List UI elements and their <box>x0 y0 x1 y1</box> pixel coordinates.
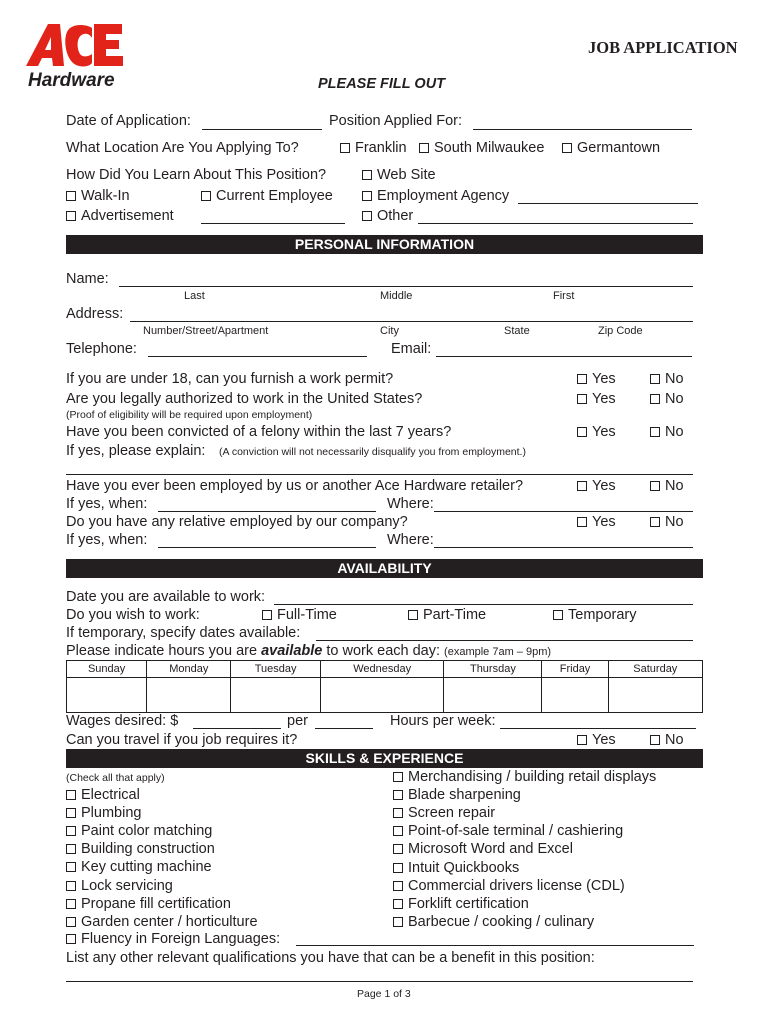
skill-label: Screen repair <box>408 805 496 822</box>
hours-sunday[interactable] <box>67 678 147 713</box>
authorized-no[interactable]: No <box>650 391 684 407</box>
learn-current-employee[interactable]: Current Employee <box>201 188 333 204</box>
skill-label: Electrical <box>81 787 140 803</box>
q-authorized: Are you legally authorized to work in the United States? <box>66 391 423 407</box>
skill-label: Blade sharpening <box>408 787 521 804</box>
checkbox[interactable] <box>650 481 660 491</box>
checkbox[interactable] <box>362 170 372 180</box>
relative-when-label: If yes, when: <box>66 532 148 548</box>
date-application-label: Date of Application: <box>66 113 191 129</box>
checkbox[interactable] <box>66 790 76 800</box>
skill-item[interactable] <box>393 841 573 857</box>
hours-saturday[interactable] <box>608 678 702 713</box>
skill-item[interactable] <box>393 823 623 839</box>
day-sunday: Sunday <box>67 661 147 678</box>
checkbox[interactable] <box>577 427 587 437</box>
q-felony: Have you been convicted of a felony within the last 7 years? <box>66 424 452 440</box>
telephone-label: Telephone: <box>66 341 137 357</box>
skill-label: Propane fill certification <box>81 895 231 912</box>
checkbox[interactable] <box>66 917 76 927</box>
location-south-milwaukee[interactable]: South Milwaukee <box>419 140 544 156</box>
skill-label: Forklift certification <box>408 895 529 912</box>
checkbox[interactable] <box>66 862 76 872</box>
address-field[interactable] <box>130 321 693 322</box>
checkbox[interactable] <box>393 772 403 782</box>
relative-when-field[interactable] <box>158 547 376 548</box>
qualifications-label: List any other relevant qualifications you have that can be a benefit in this position: <box>66 950 595 966</box>
wish-part-time[interactable]: Part-Time <box>408 607 486 623</box>
day-tuesday: Tuesday <box>231 661 321 678</box>
fluency-field[interactable] <box>296 945 694 946</box>
skill-label: Lock servicing <box>81 877 173 894</box>
skill-item[interactable] <box>393 769 656 785</box>
day-friday: Friday <box>542 661 608 678</box>
relative-no[interactable]: No <box>650 514 684 530</box>
available-date-label: Date you are available to work: <box>66 589 266 605</box>
address-state-label: State <box>504 325 530 337</box>
skill-item[interactable] <box>66 878 173 894</box>
skill-item[interactable] <box>393 878 625 894</box>
learn-walk-in[interactable]: Walk-In <box>66 188 130 204</box>
skill-item[interactable] <box>66 841 215 857</box>
skill-label: Microsoft Word and Excel <box>408 841 573 858</box>
learn-employment-agency[interactable]: Employment Agency <box>362 188 509 204</box>
felony-no[interactable]: No <box>650 424 684 440</box>
location-label: What Location Are You Applying To? <box>66 140 299 156</box>
wish-temporary[interactable]: Temporary <box>553 607 637 623</box>
skill-label: Intuit Quickbooks <box>408 859 520 876</box>
checkbox[interactable] <box>201 191 211 201</box>
hours-week-field[interactable] <box>500 728 696 729</box>
travel-label: Can you travel if you job requires it? <box>66 732 298 748</box>
proof-note: (Proof of eligibility will be required upon employment) <box>66 409 313 421</box>
wish-full-time[interactable]: Full-Time <box>262 607 337 623</box>
skill-label: Garden center / horticulture <box>81 913 258 930</box>
hours-week-label: Hours per week: <box>390 713 496 729</box>
skill-item[interactable] <box>393 896 529 912</box>
hours-table <box>66 660 703 713</box>
skill-label: Barbecue / cooking / culinary <box>408 913 595 930</box>
employed-no[interactable]: No <box>650 478 684 494</box>
hours-thursday[interactable] <box>444 678 542 713</box>
temp-dates-field[interactable] <box>316 640 693 641</box>
checkbox[interactable] <box>393 899 403 909</box>
qualifications-field[interactable] <box>66 981 693 982</box>
skill-item[interactable] <box>66 859 212 875</box>
employed-where-field[interactable] <box>434 511 693 512</box>
employed-when-label: If yes, when: <box>66 496 148 512</box>
skill-label: Building construction <box>81 841 215 858</box>
skill-item[interactable] <box>393 787 521 803</box>
checkbox[interactable] <box>66 211 76 221</box>
svg-text:Hardware: Hardware <box>28 70 115 90</box>
checkbox[interactable] <box>577 735 587 745</box>
skill-label: Merchandising / building retail displays <box>408 769 657 785</box>
available-date-field[interactable] <box>274 604 693 605</box>
checkbox[interactable] <box>650 374 660 384</box>
checkbox[interactable] <box>393 863 403 873</box>
felony-yes[interactable]: Yes <box>577 424 616 440</box>
hours-tuesday[interactable] <box>231 678 321 713</box>
day-thursday: Thursday <box>444 661 542 678</box>
checkbox[interactable] <box>262 610 272 620</box>
checkbox[interactable] <box>553 610 563 620</box>
explain-note: (A conviction will not necessarily disqualify you from employment.) <box>219 446 526 458</box>
checkbox[interactable] <box>66 808 76 818</box>
address-zip-label: Zip Code <box>598 325 643 337</box>
skill-label: Commercial drivers license (CDL) <box>408 877 625 894</box>
skill-item[interactable] <box>66 896 231 912</box>
per-field[interactable] <box>315 728 373 729</box>
checkbox[interactable] <box>577 481 587 491</box>
checkbox[interactable] <box>408 610 418 620</box>
telephone-field[interactable] <box>148 356 367 357</box>
day-wednesday: Wednesday <box>320 661 443 678</box>
position-field[interactable] <box>473 129 692 130</box>
q-work-permit: If you are under 18, can you furnish a work permit? <box>66 371 394 387</box>
address-city-label: City <box>380 325 399 337</box>
checkbox[interactable] <box>650 735 660 745</box>
skill-item[interactable] <box>393 805 495 821</box>
checkbox[interactable] <box>66 881 76 891</box>
skill-label: Point-of-sale terminal / cashiering <box>408 823 624 840</box>
email-label: Email: <box>391 341 432 357</box>
authorized-yes[interactable]: Yes <box>577 391 616 407</box>
learn-advertisement[interactable]: Advertisement <box>66 208 174 224</box>
location-franklin[interactable]: Franklin <box>340 140 407 156</box>
travel-no[interactable]: No <box>650 732 684 748</box>
checkbox[interactable] <box>393 826 403 836</box>
q-relative: Do you have any relative employed by our company? <box>66 514 408 530</box>
checkbox[interactable] <box>393 808 403 818</box>
per-label: per <box>287 713 308 729</box>
section-availability: AVAILABILITY <box>66 559 703 578</box>
advertisement-field[interactable] <box>201 223 345 224</box>
form-title: JOB APPLICATION <box>588 38 738 57</box>
employed-where-label: Where: <box>387 496 434 512</box>
checkbox[interactable] <box>340 143 350 153</box>
name-middle-label: Middle <box>380 290 413 302</box>
skill-label: Paint color matching <box>81 823 213 840</box>
day-monday: Monday <box>147 661 231 678</box>
name-field[interactable] <box>119 286 693 287</box>
skill-label: Plumbing <box>81 805 142 822</box>
email-field[interactable] <box>436 356 692 357</box>
skill-item[interactable] <box>66 914 258 930</box>
checkbox[interactable] <box>393 917 403 927</box>
agency-field[interactable] <box>518 203 698 204</box>
wish-label: Do you wish to work: <box>66 607 200 623</box>
section-skills: SKILLS & EXPERIENCE <box>66 749 703 768</box>
relative-where-label: Where: <box>387 532 434 548</box>
hours-monday[interactable] <box>147 678 231 713</box>
hours-instruction: Please indicate hours you are available to work each day: (example 7am – 9pm) <box>66 643 552 659</box>
location-germantown[interactable]: Germantown <box>562 140 660 156</box>
explain-label: If yes, please explain: <box>66 443 206 459</box>
skill-item[interactable] <box>393 914 594 930</box>
address-label: Address: <box>66 306 124 322</box>
checkbox[interactable] <box>362 191 372 201</box>
checkbox[interactable] <box>66 826 76 836</box>
employed-when-field[interactable] <box>158 511 376 512</box>
checkbox[interactable] <box>650 394 660 404</box>
checkbox[interactable] <box>66 844 76 854</box>
day-saturday: Saturday <box>608 661 702 678</box>
skill-item[interactable] <box>66 823 212 839</box>
checkbox[interactable] <box>393 790 403 800</box>
learn-website[interactable]: Web Site <box>362 167 436 183</box>
checkbox[interactable] <box>419 143 429 153</box>
checkbox[interactable] <box>650 517 660 527</box>
ace-logo-icon <box>26 22 126 90</box>
travel-yes[interactable]: Yes <box>577 732 616 748</box>
page-number: Page 1 of 3 <box>357 988 411 1000</box>
skill-item[interactable] <box>393 860 519 876</box>
address-street-label: Number/Street/Apartment <box>143 325 269 337</box>
checkbox[interactable] <box>393 881 403 891</box>
ace-hardware-logo <box>26 22 126 95</box>
hours-friday[interactable] <box>542 678 608 713</box>
checkbox[interactable] <box>577 374 587 384</box>
checkbox[interactable] <box>562 143 572 153</box>
skill-item[interactable] <box>66 805 141 821</box>
checkbox[interactable] <box>66 899 76 909</box>
checkbox[interactable] <box>577 517 587 527</box>
name-last-label: Last <box>184 290 205 302</box>
hours-wednesday[interactable] <box>320 678 443 713</box>
q-employed: Have you ever been employed by us or another Ace Hardware retailer? <box>66 478 524 494</box>
skill-label: Key cutting machine <box>81 859 212 876</box>
date-application-field[interactable] <box>202 129 322 130</box>
section-personal-information: PERSONAL INFORMATION <box>66 235 703 254</box>
form-subtitle: PLEASE FILL OUT <box>318 76 446 92</box>
checkbox[interactable] <box>362 211 372 221</box>
explain-field[interactable] <box>66 474 693 475</box>
check-note: (Check all that apply) <box>66 772 165 784</box>
skill-item[interactable] <box>66 787 140 803</box>
checkbox[interactable] <box>393 844 403 854</box>
position-label: Position Applied For: <box>329 113 462 129</box>
checkbox[interactable] <box>577 394 587 404</box>
name-first-label: First <box>553 290 575 302</box>
relative-yes[interactable]: Yes <box>577 514 616 530</box>
learn-label: How Did You Learn About This Position? <box>66 167 327 183</box>
relative-where-field[interactable] <box>434 547 693 548</box>
temp-dates-label: If temporary, specify dates available: <box>66 625 301 641</box>
wages-label: Wages desired: $ <box>66 713 179 729</box>
learn-other[interactable]: Other <box>362 208 413 224</box>
permit-yes[interactable]: Yes <box>577 371 616 387</box>
checkbox[interactable] <box>650 427 660 437</box>
employed-yes[interactable]: Yes <box>577 478 616 494</box>
other-field[interactable] <box>418 223 693 224</box>
checkbox[interactable] <box>66 934 76 944</box>
name-label: Name: <box>66 271 109 287</box>
checkbox[interactable] <box>66 191 76 201</box>
wages-field[interactable] <box>193 728 281 729</box>
skill-fluency[interactable]: Fluency in Foreign Languages: <box>66 931 280 947</box>
permit-no[interactable]: No <box>650 371 684 387</box>
